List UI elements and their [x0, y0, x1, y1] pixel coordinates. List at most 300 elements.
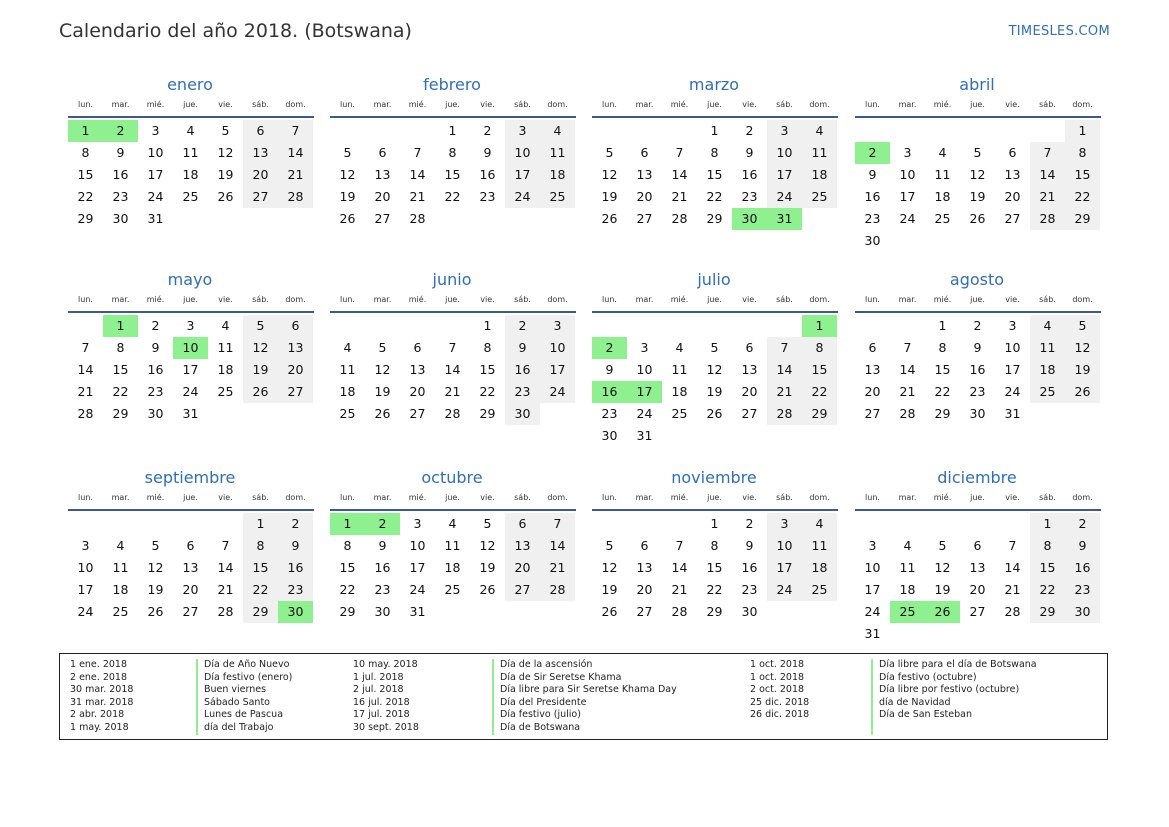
calendar-day: 4 [938, 145, 947, 160]
calendar-day: 7 [278, 120, 313, 142]
weekday-label: mié. [933, 100, 952, 109]
month-enero [68, 75, 314, 270]
calendar-day: 9 [973, 340, 982, 355]
weekday-label: dom. [285, 100, 306, 109]
legend-date: 30 sept. 2018 [353, 721, 419, 733]
calendar-day: 13 [741, 362, 758, 377]
calendar-day: 12 [147, 560, 164, 575]
calendar-day: 11 [1030, 337, 1065, 359]
calendar-day: 2 [1065, 513, 1100, 535]
calendar-day: 15 [934, 362, 951, 377]
calendar-day: 29 [1030, 601, 1065, 623]
calendar-day: 27 [1004, 211, 1021, 226]
month-name: febrero [423, 75, 481, 94]
month-julio [592, 270, 838, 465]
calendar-day: 20 [1004, 189, 1021, 204]
legend-holiday-name: Día libre por festivo (octubre) [879, 684, 1020, 695]
calendar-day: 31 [147, 211, 164, 226]
calendar-day: 15 [479, 362, 496, 377]
calendar-day: 18 [671, 384, 688, 399]
calendar-day: 21 [444, 384, 461, 399]
weekday-label: lun. [602, 100, 617, 109]
month-name: mayo [167, 270, 213, 289]
calendar-day: 24 [1004, 384, 1021, 399]
calendar-day: 14 [540, 535, 575, 557]
month-agosto [855, 270, 1101, 465]
calendar-day: 27 [409, 406, 426, 421]
calendar-day: 15 [706, 167, 723, 182]
calendar-day: 3 [767, 513, 802, 535]
month-name: marzo [688, 75, 740, 94]
calendar-day: 23 [1065, 579, 1100, 601]
calendar-day: 13 [278, 337, 313, 359]
calendar-day: 24 [864, 604, 881, 619]
weekday-label: sáb. [252, 295, 269, 304]
holiday-day: 30 [732, 208, 767, 230]
calendar-day: 4 [448, 516, 457, 531]
calendar-day: 14 [278, 142, 313, 164]
calendar-day: 3 [151, 123, 160, 138]
weekday-label: jue. [707, 295, 722, 304]
calendar-day: 7 [767, 337, 802, 359]
legend-bar [492, 659, 494, 735]
legend-dates-1 [70, 659, 133, 734]
calendar-day: 3 [640, 340, 649, 355]
weekday-label: mié. [670, 100, 689, 109]
calendar-day: 21 [1030, 186, 1065, 208]
day-grid [592, 120, 838, 270]
weekday-label: vie. [480, 493, 495, 502]
month-octubre [330, 468, 576, 663]
calendar-day: 9 [745, 538, 754, 553]
calendar-day: 29 [706, 211, 723, 226]
calendar-day: 24 [409, 582, 426, 597]
weekday-label: jue. [183, 100, 198, 109]
weekday-label: sáb. [776, 295, 793, 304]
calendar-day: 19 [147, 582, 164, 597]
calendar-day: 16 [278, 557, 313, 579]
calendar-day: 30 [601, 428, 618, 443]
legend-holiday-name: Día libre para el día de Botswana [879, 659, 1037, 670]
legend-date: 2 jul. 2018 [353, 684, 404, 695]
calendar-day: 22 [112, 384, 129, 399]
calendar-day: 18 [802, 557, 837, 579]
calendar-day: 1 [1030, 513, 1065, 535]
legend-bar [871, 659, 873, 735]
calendar-day: 20 [409, 384, 426, 399]
weekday-label: mar. [373, 493, 392, 502]
weekday-label: vie. [480, 100, 495, 109]
calendar-day: 22 [706, 189, 723, 204]
calendar-day: 28 [1004, 604, 1021, 619]
calendar-day: 7 [81, 340, 90, 355]
weekday-label: vie. [480, 295, 495, 304]
calendar-day: 3 [505, 120, 540, 142]
calendar-day: 27 [864, 406, 881, 421]
calendar-day: 9 [151, 340, 160, 355]
day-grid [855, 120, 1101, 270]
weekday-label: vie. [218, 100, 233, 109]
calendar-day: 22 [339, 582, 356, 597]
calendar-day: 6 [413, 340, 422, 355]
calendar-day: 16 [741, 167, 758, 182]
legend-holiday-name: Día festivo (octubre) [879, 671, 977, 683]
holiday-day: 17 [627, 381, 662, 403]
calendar-day: 24 [636, 406, 653, 421]
month-name: noviembre [671, 468, 757, 487]
calendar-day: 20 [243, 164, 278, 186]
calendar-day: 25 [540, 186, 575, 208]
day-grid [68, 513, 314, 663]
calendar-day: 28 [409, 211, 426, 226]
calendar-day: 12 [339, 167, 356, 182]
calendar-day: 9 [868, 167, 877, 182]
calendar-day: 12 [934, 560, 951, 575]
calendar-day: 10 [505, 142, 540, 164]
calendar-day: 26 [217, 189, 234, 204]
day-grid [330, 315, 576, 465]
weekday-label: sáb. [776, 100, 793, 109]
weekday-label: jue. [445, 100, 460, 109]
day-grid [855, 513, 1101, 663]
legend-holiday-name: Día de San Esteban [879, 709, 972, 720]
calendar-day: 20 [636, 582, 653, 597]
calendar-day: 17 [767, 557, 802, 579]
calendar-day: 5 [221, 123, 230, 138]
month-marzo [592, 75, 838, 270]
legend-date: 1 may. 2018 [70, 721, 129, 733]
calendar-day: 2 [745, 123, 754, 138]
holiday-legend [59, 653, 1108, 740]
calendar-day: 14 [1030, 164, 1065, 186]
calendar-day: 18 [339, 384, 356, 399]
calendar-day: 18 [444, 560, 461, 575]
calendar-day: 19 [934, 582, 951, 597]
weekday-label: lun. [602, 295, 617, 304]
legend-date: 2 ene. 2018 [70, 671, 127, 683]
calendar-day: 19 [1065, 359, 1100, 381]
calendar-day: 18 [934, 189, 951, 204]
calendar-day: 3 [903, 145, 912, 160]
weekday-label: mar. [635, 295, 654, 304]
calendar-day: 20 [182, 582, 199, 597]
weekday-label: dom. [1072, 493, 1093, 502]
calendar-day: 20 [374, 189, 391, 204]
calendar-day: 5 [973, 145, 982, 160]
weekday-label: vie. [1005, 493, 1020, 502]
calendar-day: 26 [969, 211, 986, 226]
calendar-day: 8 [116, 340, 125, 355]
calendar-day: 15 [339, 560, 356, 575]
holiday-day: 31 [767, 208, 802, 230]
calendar-day: 11 [444, 538, 461, 553]
calendar-day: 1 [1065, 120, 1100, 142]
calendar-day: 6 [505, 513, 540, 535]
calendar-day: 5 [483, 516, 492, 531]
calendar-day: 8 [483, 340, 492, 355]
calendar-day: 4 [802, 513, 837, 535]
legend-date: 25 dic. 2018 [750, 696, 810, 708]
calendar-day: 13 [864, 362, 881, 377]
calendar-day: 28 [1030, 208, 1065, 230]
calendar-day: 7 [903, 340, 912, 355]
calendar-day: 17 [899, 189, 916, 204]
weekday-label: mié. [670, 295, 689, 304]
calendar-day: 20 [636, 189, 653, 204]
calendar-day: 10 [540, 337, 575, 359]
calendar-day: 4 [221, 318, 230, 333]
calendar-day: 5 [243, 315, 278, 337]
legend-date: 30 mar. 2018 [70, 684, 134, 695]
calendar-day: 24 [899, 211, 916, 226]
calendar-day: 16 [969, 362, 986, 377]
weekday-label: lun. [78, 493, 93, 502]
calendar-day: 6 [186, 538, 195, 553]
calendar-day: 15 [112, 362, 129, 377]
calendar-day: 7 [413, 145, 422, 160]
weekday-label: sáb. [252, 100, 269, 109]
calendar-day: 8 [710, 538, 719, 553]
calendar-day: 8 [243, 535, 278, 557]
holiday-day: 2 [365, 513, 400, 535]
calendar-day: 5 [343, 145, 352, 160]
legend-holiday-name: Día del Presidente [500, 696, 587, 708]
calendar-day: 7 [1030, 142, 1065, 164]
calendar-day: 13 [182, 560, 199, 575]
calendar-day: 23 [741, 189, 758, 204]
calendar-day: 27 [741, 406, 758, 421]
holiday-day: 25 [890, 601, 925, 623]
weekday-header [855, 293, 1101, 313]
month-name: agosto [949, 270, 1005, 289]
calendar-day: 18 [1030, 359, 1065, 381]
holiday-day: 2 [592, 337, 627, 359]
month-name: abril [959, 75, 995, 94]
calendar-day: 19 [374, 384, 391, 399]
legend-holiday-name: Día de Botswana [500, 721, 581, 733]
calendar-day: 10 [1004, 340, 1021, 355]
calendar-day: 14 [1004, 560, 1021, 575]
holiday-day: 1 [330, 513, 365, 535]
calendar-day: 4 [540, 120, 575, 142]
calendar-day: 19 [706, 384, 723, 399]
weekday-label: mar. [373, 100, 392, 109]
calendar-day: 7 [675, 538, 684, 553]
calendar-day: 9 [116, 145, 125, 160]
calendar-day: 18 [112, 582, 129, 597]
weekday-label: jue. [970, 493, 985, 502]
weekday-label: sáb. [1039, 100, 1056, 109]
calendar-day: 11 [182, 145, 199, 160]
calendar-day: 24 [77, 604, 94, 619]
calendar-day: 29 [934, 406, 951, 421]
calendar-day: 28 [671, 604, 688, 619]
calendar-day: 27 [505, 579, 540, 601]
legend-bar [196, 659, 198, 735]
weekday-label: lun. [340, 493, 355, 502]
calendar-day: 20 [864, 384, 881, 399]
calendar-day: 30 [374, 604, 391, 619]
calendar-day: 25 [339, 406, 356, 421]
legend-date: 17 jul. 2018 [353, 709, 410, 720]
calendar-day: 21 [767, 381, 802, 403]
calendar-day: 10 [899, 167, 916, 182]
calendar-day: 24 [182, 384, 199, 399]
calendar-day: 2 [505, 315, 540, 337]
calendar-day: 20 [505, 557, 540, 579]
calendar-day: 29 [243, 601, 278, 623]
weekday-label: jue. [183, 493, 198, 502]
calendar-day: 5 [938, 538, 947, 553]
calendar-day: 3 [767, 120, 802, 142]
month-name: julio [697, 270, 731, 289]
calendar-day: 6 [745, 340, 754, 355]
calendar-day: 22 [934, 384, 951, 399]
calendar-day: 24 [147, 189, 164, 204]
month-name: octubre [421, 468, 483, 487]
calendar-day: 8 [448, 145, 457, 160]
calendar-day: 13 [636, 560, 653, 575]
weekday-label: lun. [865, 493, 880, 502]
calendar-day: 10 [864, 560, 881, 575]
month-septiembre [68, 468, 314, 663]
calendar-day: 5 [378, 340, 387, 355]
day-grid [592, 513, 838, 663]
weekday-label: dom. [547, 100, 568, 109]
calendar-day: 20 [278, 359, 313, 381]
calendar-day: 28 [278, 186, 313, 208]
calendar-day: 8 [1065, 142, 1100, 164]
calendar-day: 8 [81, 145, 90, 160]
calendar-day: 26 [147, 604, 164, 619]
calendar-day: 11 [899, 560, 916, 575]
weekday-label: vie. [742, 295, 757, 304]
calendar-day: 9 [1065, 535, 1100, 557]
weekday-label: jue. [707, 100, 722, 109]
brand-link[interactable]: TIMESLES.COM [1008, 24, 1110, 39]
calendar-day: 19 [243, 359, 278, 381]
calendar-day: 27 [969, 604, 986, 619]
calendar-day: 22 [1030, 579, 1065, 601]
weekday-label: lun. [865, 295, 880, 304]
weekday-label: mar. [898, 493, 917, 502]
calendar-day: 9 [483, 145, 492, 160]
calendar-day: 2 [483, 123, 492, 138]
calendar-day: 26 [243, 381, 278, 403]
calendar-day: 12 [601, 560, 618, 575]
weekday-label: sáb. [252, 493, 269, 502]
legend-holiday-name: día de Navidad [879, 696, 951, 708]
calendar-day: 25 [1030, 381, 1065, 403]
calendar-day: 27 [636, 604, 653, 619]
calendar-day: 10 [77, 560, 94, 575]
calendar-day: 23 [112, 189, 129, 204]
calendar-day: 16 [112, 167, 129, 182]
weekday-label: jue. [970, 100, 985, 109]
weekday-label: dom. [809, 295, 830, 304]
calendar-day: 23 [278, 579, 313, 601]
weekday-label: mié. [933, 493, 952, 502]
weekday-label: sáb. [1039, 295, 1056, 304]
calendar-day: 28 [217, 604, 234, 619]
legend-holiday-name: Día de Año Nuevo [204, 659, 290, 670]
calendar-day: 8 [802, 337, 837, 359]
calendar-day: 23 [969, 384, 986, 399]
weekday-label: mié. [146, 493, 165, 502]
calendar-day: 6 [243, 120, 278, 142]
calendar-day: 27 [278, 381, 313, 403]
calendar-day: 30 [112, 211, 129, 226]
month-diciembre [855, 468, 1101, 663]
calendar-day: 21 [77, 384, 94, 399]
legend-dates-2 [353, 659, 419, 734]
calendar-day: 6 [278, 315, 313, 337]
calendar-day: 14 [77, 362, 94, 377]
calendar-day: 21 [899, 384, 916, 399]
day-grid [68, 120, 314, 270]
weekday-header [592, 491, 838, 511]
calendar-day: 20 [969, 582, 986, 597]
calendar-day: 11 [802, 142, 837, 164]
weekday-label: lun. [78, 100, 93, 109]
calendar-day: 28 [540, 579, 575, 601]
calendar-day: 15 [706, 560, 723, 575]
legend-holiday-name: Día de la ascensión [500, 659, 593, 670]
calendar-day: 14 [217, 560, 234, 575]
calendar-day: 22 [479, 384, 496, 399]
calendar-day: 6 [640, 538, 649, 553]
calendar-day: 29 [339, 604, 356, 619]
calendar-day: 19 [601, 189, 618, 204]
calendar-day: 3 [540, 315, 575, 337]
calendar-day: 5 [1065, 315, 1100, 337]
calendar-day: 12 [243, 337, 278, 359]
day-grid [592, 315, 838, 465]
legend-date: 26 dic. 2018 [750, 709, 810, 720]
calendar-day: 3 [413, 516, 422, 531]
calendar-day: 18 [217, 362, 234, 377]
weekday-label: vie. [742, 493, 757, 502]
calendar-day: 29 [479, 406, 496, 421]
month-noviembre [592, 468, 838, 663]
calendar-day: 21 [278, 164, 313, 186]
calendar-day: 27 [636, 211, 653, 226]
calendar-day: 11 [339, 362, 356, 377]
calendar-day: 18 [899, 582, 916, 597]
calendar-day: 18 [802, 164, 837, 186]
calendar-day: 21 [1004, 582, 1021, 597]
calendar-day: 19 [217, 167, 234, 182]
calendar-day: 17 [182, 362, 199, 377]
calendar-day: 12 [217, 145, 234, 160]
calendar-day: 17 [409, 560, 426, 575]
calendar-day: 15 [243, 557, 278, 579]
calendar-day: 28 [444, 406, 461, 421]
calendar-day: 17 [767, 164, 802, 186]
calendar-day: 22 [1065, 186, 1100, 208]
legend-names-1 [204, 659, 292, 734]
calendar-day: 28 [767, 403, 802, 425]
calendar-day: 5 [605, 538, 614, 553]
legend-holiday-name: Buen viernes [204, 684, 267, 695]
calendar-day: 21 [671, 582, 688, 597]
calendar-day: 29 [112, 406, 129, 421]
weekday-label: lun. [865, 100, 880, 109]
calendar-day: 9 [378, 538, 387, 553]
month-name: enero [167, 75, 213, 94]
calendar-day: 29 [1065, 208, 1100, 230]
month-abril [855, 75, 1101, 270]
